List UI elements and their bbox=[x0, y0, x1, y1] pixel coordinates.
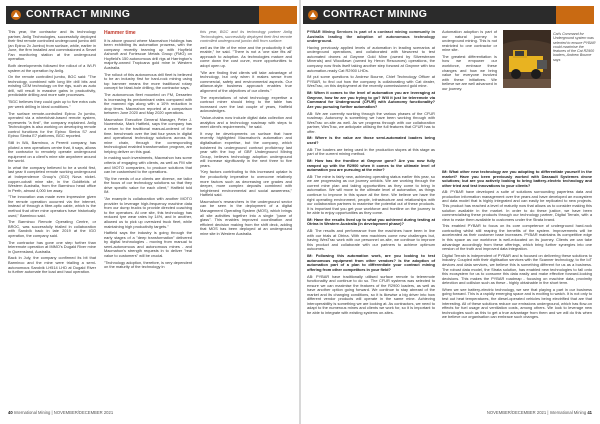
right-page bbox=[301, 0, 600, 424]
paragraph: Still in WA, Barminco, a Perenti company, has piloted a new operations centre that, it says, allows the contractor to remotely operate underground equipment on a client's mine site anywhere around the world. bbox=[8, 139, 96, 164]
interview-column-3 bbox=[442, 170, 592, 322]
paragraph: On the remote controlled jumbo, BGC said: "The technology, combined with long life drill bits and existing CEM technology on the rigs, such as auto drill, will result in massive gains in productivity, predictable drilling and more safe processes. bbox=[8, 74, 96, 98]
subheading: Hammer time bbox=[104, 30, 136, 36]
paragraph: The rollout of this autonomous drill fleet is believed to be an industry first for hard-rock mining using top hammer means the more traditional rotary concept for blast-hole drilling, the contractor says. bbox=[104, 71, 192, 91]
paragraph: "Value-chains now include digital data collection and analytics and a technology roadmap with steps to meet client's requirements," he said. bbox=[200, 115, 292, 130]
page-footer bbox=[487, 410, 592, 415]
pull-quote: this year, BGC and its technology partner Anlig Technologies, successfully deployed their first remote controlled underground jumbo drill from surface. bbox=[200, 29, 292, 44]
paragraph: "Key factors contributing to this increased uptake is the productivity imperative to overcome relatively more factors such as decreasing ore grades and deeper, more complex deposits combined with heightened environmental and social awareness," Hatfield said. bbox=[200, 169, 292, 198]
paragraph: Macmahon Executive General Manager, Peter J. Nuwenhaiz, Mark Hatfield, says the company has a return to the traditional manual-ordered of the time. benchmark over the last four years in digital and operational technology solutions across its mine chain, through the corresponding technological enabled transformation program, are helping deliver on this goal. bbox=[104, 116, 192, 154]
interview-answer: AB: The loaders are being used in the production stopes at this stage as part of the current mining method. bbox=[307, 146, 435, 157]
paragraph: Back in July, the company confirmed its bit that Barminco and the mine were trialling a semi-autonomous Sandvik LH514 LHD at Dugald River to further automate the load and haul operation. bbox=[8, 255, 96, 275]
section-header bbox=[303, 6, 594, 24]
mining-logo-icon bbox=[10, 9, 22, 21]
footer-text: NOVEMBER/DECEMBER 2021 | International Mining bbox=[486, 410, 587, 415]
article-column-2 bbox=[104, 30, 192, 272]
interview-question: IM: Where is the value are those semi-automated loaders being used? bbox=[307, 135, 435, 145]
paragraph: well as the life of the mine and the productivity it will enable," he said. "There is not a 'one size fits all' approach to adoption. As technologies mature and come down the cost curve, more opportunities to adopt open up. bbox=[200, 44, 292, 69]
header-accent-bar bbox=[556, 6, 594, 24]
page-number: 40 bbox=[8, 410, 13, 415]
paragraph: Digital Terrain is independent of PYBAR and is focused on delivering these solutions to industry. Coupled with their digitisation services with the Scanner technology, to the IoT devices and data services, we believe this is something different for us as a business. The robust data model, the Strata solution, has enabled new technologies to fall onto this ecosystem for us to consume this data easily and make effective forward-looking decisions. This makes the PYBAR roadmap - focusing on machine data, proximity detection and collision such as these - highly obtainable in the short term. bbox=[442, 252, 592, 286]
interview-column-1 bbox=[307, 30, 435, 318]
loader-photo bbox=[503, 30, 551, 88]
paragraph: "An example is collaboration with another MOTO provider to leverage high-frequency machine data from our dump trucks to provide directed coaching to the operators. At one site, this technology has reduced tyre wear rates by 14%, and in another, allowed us to pick up oversized truck fleet, while maintaining high productivity targets." bbox=[104, 196, 192, 229]
paragraph: This enabled PYBAR to focus on its core competence of underground hard-rock contracting whilst still reaping the benefits of the system. Improvements will be accelerated as their customer base increases. PYBAR maintains its competitive edge in this space as our workforce is well-educated on its journey. Clients we can take advantage accordingly from these offerings, which bring further synergies into one version of the truth and improved data integration. bbox=[442, 223, 592, 252]
paragraph: This year, the contractor and its technology partner, Anlig Technologies, successfully deployed their first remote controlled underground jumbo drill (an Epiroc 2x Jumbo) from surface, while, earlier in June, the firm installed and commissioned a Smart Fan monitoring station at the underground operation. bbox=[8, 29, 97, 62]
interview-answer: AB: PYBAR have traditionally utilised surface remote to teleremote functionality and continue to do so. The CFUR systems was selected to ensure we can maximise the features of the R2900 loaders, as well as have another option going forward. We continue to stay abreast of the market and its changing conditions, so it is likewise a big driver into how different vendor products will operate in the same mine. Achieving interoperability is something we are looking at. As contractors, we need to adapt to the numerous mines and clients we work for, so it is important to be able to integrate with existing systems on-sites. bbox=[307, 273, 435, 315]
section-title: CONTRACT MINING bbox=[26, 8, 131, 20]
section-header bbox=[6, 6, 297, 24]
paragraph: "Technology adoption, therefore, is very dependent on the maturity of the technology in bbox=[104, 259, 192, 270]
interview-answer: AB: We are currently working through the various phases of the CFUR roadmap. Autonomy is something we have been working through with WesTrac on-site as well. As we progress through with our collaboration partner, WesTrac, we anticipate utilising the full features that CFUR has to offer. bbox=[307, 110, 435, 134]
paragraph: The greatest differentiation is how we empower our workforce, embrace these changes and how we bring value for everyone involved with these initiatives. We believe we are well advanced in our journey. bbox=[442, 53, 497, 91]
paragraph: When we see battery-electric technology, we see that playing a part in our business going forward. This is a rapidly emerging space and is exciting to watch. It is not only to test out heat temperatures, the diesel-operated vehicles being electrified that are that interesting. All of these solutions reduce our emissions underground, which has flow-on effects for fuel usage and ventilation costs, among others. We look to leverage new technologies such as this to get a true advantage from them and we will do this when we believe our organisation can embrace such changes. bbox=[442, 286, 593, 320]
interview-answer: AB: The mine is fairly new, achieving operating status earlier this year, so we are progressing as our journey unfolds. We are working through the current mine plan and taking opportunities as they come to bring in automation. We will move to the ultimate level of automation, as things continue to improve in this space all the time. We believe we have the right operating environment, people, infrastructure and relationships with our collaboration partners to maximise the potential out of these products. It is important that you get your workforce and frontline on the journey to be able to enjoy opportunities as they come. bbox=[307, 173, 435, 216]
paragraph: "The innovation was made even impressive given the remote operation occurred via the internet, instead of through a fibre-optic cable, which is the method that other mine operators have historically used," Barminco said. bbox=[8, 194, 96, 218]
paragraph: It may be developments on surface that have recently highlighted Macmahon's automation and digitalisation expertise, but the company, which bolstered its underground contract proficiency last year with the buy of GBF Underground Mining Group, believes technology adoption underground will increase significantly in the next three to five years. bbox=[200, 130, 292, 168]
paragraph: The autonomous fleet mounted on FM, Dessetex is increasing its predominant rates compared with the manned rigs along with a 10% reduction in drop times. Macmahon reported at a comparison between June 2020 and May 2020 operations. bbox=[104, 91, 192, 116]
article-column-1 bbox=[8, 30, 96, 277]
paragraph: Having previously applied levels of automation in leading scenarios at underground operations, and collaborated with Newcrest to test automated drones at Gwynne Gold Mine (owned by Silverstream Minerals) and Woodlawn (owned by Heron Resources) operations, the company now finds itself taking another step forward at Gwynne with two automation-ready Cat R2900 LHDs. bbox=[307, 44, 435, 73]
paragraph: Hatfield says the industry is going through the early stages of a "deep transformation" delivered by digital technologies - moving from manual to semi-autonomous and autonomous mines - and Macmahon's strength requests in to deliver "real value to customers" will be crucial. bbox=[104, 230, 192, 258]
header-accent-bar bbox=[259, 6, 297, 24]
interview-question: IM: How has the frontline at Gwynne gone? Are you now fully ramped up with the R2900 when it comes to the ultimate level of automation you are pursuing at the mine? bbox=[307, 157, 435, 173]
interview-answer: AB: PYBAR have developed a suite of solutions surrounding paperless data and production information management over the years and have developed an ecosystem and data model that is highly integrated and can easily be replicated to new projects. This product has reached a level of maturity now that allows us to consider making this solution available in the market. In order to do these justice, we have been commercialising these products through our technology partner, Digital Terrain, with a view to make them available to customers under the Strata brand. bbox=[442, 189, 592, 222]
interview-question: IM: Following this automation work, are you looking to test autonomous equipment from other vendors? Is the adoption of automation part of a plan to differentiate your contract mining offering from other competitors in your field? bbox=[307, 253, 435, 272]
interview-column-2 bbox=[442, 30, 497, 93]
interview-answer: AB: The results and performance from the machines have been in line with our trials at Otrina. With new machines come new challenges but, having WesTrac work with our personnel on-site, we continue to improve this product and collaborate with our partners to achieve optimum outcomes. bbox=[307, 228, 435, 252]
photo-caption: Cat's Command for Underground system was selected to ensure PYBAR could maximise the features of the Cat R2900 loaders, Andrew Bourne says bbox=[553, 32, 596, 62]
interview-question: IM: Have the results lived up to what you achieved during testing at Otrina in Western Australia (in development phase)? bbox=[307, 216, 435, 227]
paragraph: In making such investments, Macmahon has some criteria of engaging with clients, as well as FM site and MOTO companies, to produce solutions that can be customised to the operations. bbox=[104, 155, 192, 175]
paragraph: The Barminco Remote Operating Centre, or BROC, was successfully trialled in collaboration with Sandvik back in late 2019 at the IGO operation, the company said. bbox=[8, 219, 96, 238]
paragraph: "We are finding that clients will take advantage of technology, but only when it makes sense from commercial, safety and environmental aspects. Our alliance-style business approach enables true alignment of the objectives of our clients." bbox=[200, 69, 292, 93]
paragraph: Macmahon's researchers in the underground sector can be seen in the deployment of a digital Management Operating System (MOS), which brings all site activities together into a single "pane of glass". This enables improved coordination and efficient decision making from the shift deck, adding that MOS has been deployed at an underground mine site in Western Australia. bbox=[200, 198, 292, 236]
page-number: 41 bbox=[587, 410, 592, 415]
underground-loader-image bbox=[503, 30, 551, 88]
paragraph: The contractor has gone one step further than teleremote operation at IMMO's Dugald River mine in Queensland, Australia. bbox=[8, 239, 96, 254]
paragraph: It is above ground where Macmahon Holdings has been exhibiting its automation prowess, with the company recently teaming up with Hoyfield Ashcroft and Fortescue Metals Group (FMG) on Hoyfield's 150 autonomous drill rigs at Harrington's majority-owned Tropicana gold mine in Western Australia. bbox=[104, 37, 192, 70]
paragraph: "BGC believes they could gain up to five extra cuts per week drilling in ideal conditions." bbox=[8, 99, 96, 109]
article-column-3 bbox=[200, 30, 292, 238]
paragraph: The expectations of what technology expertise a contract miner should bring to the table has increased over the last couple of years, Hatfield acknowledges. bbox=[200, 94, 292, 114]
paragraph: "By the needs of our clients are diverse, we tailor the focus of our technology solutions so that they drive specific value for each client," Hatfield told IM. bbox=[104, 175, 192, 195]
paragraph: The surface remote-controlled Epiroc 2x jumbo, operated via a wheelchair-based remote system, represents "a first", the company explained. Anlig Technologies is also working on developing remote control functions for the Epiroc Simba S7 and Epiroc Simba E7 platforms, BGC reported. bbox=[8, 110, 96, 139]
mining-logo-icon bbox=[307, 9, 319, 21]
paragraph: In what the company believed to be a world first, last year it completed remote working underground at Independence Group's (IGO) Nova nickel-copper-cobalt mine site, in the Goldfields of Western Australia, from the Barminco head office in Perth, almost 4,000 km away. bbox=[8, 164, 96, 193]
interview-question: IM: What other new technology are you adopting to differentiate yourself in the market? Have you been previously worked with Dassault Systemes drone solutions; but are you actively looking to bring battery-electric technology and other tried and test innovations to your clients? bbox=[442, 169, 592, 188]
paragraph: Automation adoption is part of our natural journey in underground mining. This is not restricted to one contractor or mine site. bbox=[442, 29, 497, 53]
intro-paragraph: PYBAR Mining Services is part of a contract mining community in Australia leading the adoption of autonomous technology underground. bbox=[307, 29, 435, 44]
footer-text: International Mining | NOVEMBER/DECEMBER 2021 bbox=[13, 410, 114, 415]
section-title: CONTRACT MINING bbox=[323, 8, 428, 20]
interview-question: IM: When it comes to the level of automation you are leveraging at Gwynne, how far are you trying to go? Will it just be teleremote via Command for Underground (CFUR) with Autonomy functionality? Are you pursuing further automation? bbox=[307, 90, 435, 109]
paragraph: IM put some questions to Andrew Bourne, Chief Technology Officer at PYBAR, to find out how the company is collaborating with Cat dealer, WesTrac, on this deployment at the recently commissioned gold mine. bbox=[307, 74, 435, 89]
paragraph: Both developments followed the rollout of a Wi-Fi system at the operation by Anlig. bbox=[8, 63, 96, 73]
page-footer bbox=[8, 410, 113, 415]
left-page bbox=[0, 0, 299, 424]
